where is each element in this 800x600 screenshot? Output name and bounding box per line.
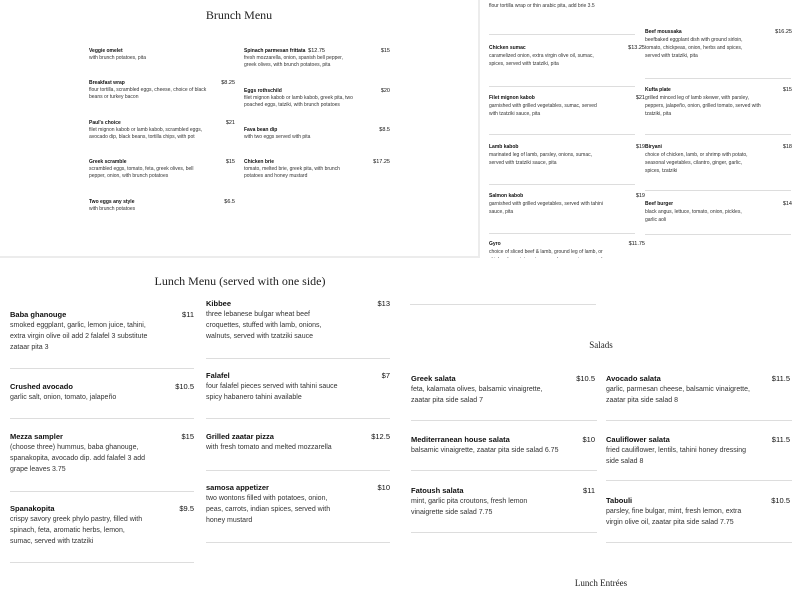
item-name: Greek scramble — [89, 159, 127, 165]
menu-item — [89, 80, 235, 101]
item-desc: filet mignon kabob or lamb kabob, scrambled eggs, avocado dip, black beans, tortilla chips, with pot — [89, 127, 203, 140]
item-name: Two eggs any style — [89, 199, 135, 205]
item-desc: black angus, lettuce, tomato, onion, pickles, garlic aoli — [645, 209, 742, 223]
item-desc: garnished with grilled vegetables, sumac, served with tzatziki sauce, pita — [489, 103, 597, 117]
item-name: Beef moussaka — [645, 29, 682, 35]
item-desc: with brunch potatoes — [89, 206, 136, 212]
item-name: Biryani — [645, 144, 662, 150]
item-price: $11.5 — [771, 374, 790, 383]
divider — [489, 34, 635, 35]
item-desc: flour tortilla, scrambled eggs, cheese, choice of black beans or turkey bacon — [89, 87, 207, 100]
item-price: $11 — [583, 486, 595, 495]
menu-item — [489, 44, 645, 68]
item-price: $10.5 — [175, 382, 194, 391]
item-name: Spanakopita — [10, 504, 55, 513]
item-desc: grilled minced leg of lamb skewer, with parsley, peppers, jalapeño, onion, grilled tomato, served with tzatziki, pita — [645, 95, 761, 117]
divider — [206, 470, 390, 471]
item-name: Spinach parmesan frittata — [244, 48, 306, 54]
lunch-menu-page — [0, 258, 800, 600]
divider — [411, 420, 597, 421]
entrees-title: Lunch Entrées — [574, 578, 628, 588]
item-name: Veggie omelet — [89, 48, 123, 54]
item-name: Baba ghanouge — [10, 310, 67, 319]
menu-item — [645, 28, 792, 60]
menu-item — [606, 434, 790, 467]
menu-item — [244, 88, 390, 109]
item-desc: parsley, fine bulgar, mint, fresh lemon, extra virgin olive oil, zaatar pita side salad 7.75 — [606, 508, 742, 526]
item-price: $16.25 — [775, 29, 792, 35]
item-desc: crispy savory greek phylo pastry, filled with spinach, feta, aromatic herbs, lemon, sumac, served with tzatziki — [10, 516, 143, 545]
item-desc: filet mignon kabob or lamb kabob, greek pita, two poached eggs, tatziki, with brunch potatoes — [244, 95, 353, 108]
divider — [645, 134, 791, 135]
item-name: Lamb kabob — [489, 144, 519, 150]
item-desc: smoked eggplant, garlic, lemon juice, tahini, extra virgin olive oil add 2 falafel 3 substitute zataar pita 3 — [10, 322, 148, 351]
item-name: Gyro — [489, 241, 501, 247]
item-price: $8.5 — [379, 127, 390, 133]
item-price: $14 — [782, 201, 792, 207]
item-price: $11.75 — [628, 241, 645, 247]
divider — [489, 184, 635, 185]
menu-item — [89, 120, 235, 141]
item-name: Beef burger — [645, 201, 674, 207]
brunch-title: Brunch Menu — [205, 8, 273, 22]
item-price: $13.25 — [628, 45, 645, 51]
menu-item — [489, 192, 645, 216]
item-price: $13 — [377, 299, 390, 308]
item-price: $7 — [381, 371, 390, 380]
item-desc: choice of chicken, lamb, or shrimp with potato, seasonal vegetables, cilantro, ginger, garlic, spices, tzatziki — [645, 152, 748, 174]
divider — [489, 134, 635, 135]
divider — [645, 78, 791, 79]
item-price: $8.25 — [221, 80, 235, 86]
item-desc: four falafel pieces served with tahini sauce spicy habanero tahini available — [206, 383, 338, 401]
item-price: $10 — [377, 483, 390, 492]
item-price: $15 — [782, 87, 792, 93]
divider — [206, 358, 390, 359]
item-name: Tabouli — [606, 496, 633, 505]
item-price: $10.5 — [576, 374, 595, 383]
divider — [10, 562, 194, 563]
lunch-title: Lunch Menu (served with one side) — [154, 274, 326, 288]
item-price: $19 — [635, 144, 645, 150]
item-price: $15 — [380, 48, 390, 54]
item-price: $18 — [782, 144, 792, 150]
item-price: $12.75 — [308, 48, 325, 54]
brunch-menu-page — [0, 0, 478, 256]
divider — [489, 233, 635, 234]
menu-item — [206, 298, 390, 342]
divider — [411, 532, 597, 533]
item-name: Avocado salata — [606, 374, 661, 383]
item-desc: fried cauliflower, lentils, tahini honey dressing side salad 8 — [606, 447, 747, 465]
menu-item — [489, 94, 645, 118]
item-name: Salmon kabob — [489, 193, 524, 199]
item-desc: beefbaked eggplant dish with ground sirloin, tomato, chickpeas, onion, herbs and spices, served with tzatziki, pita — [645, 37, 743, 59]
item-name: Falafel — [206, 371, 230, 380]
divider — [410, 304, 596, 305]
item-price: $11.5 — [771, 435, 790, 444]
item-price: $15 — [181, 432, 194, 441]
menu-item — [206, 431, 390, 453]
divider — [645, 234, 791, 235]
divider — [10, 491, 194, 492]
item-name: Grilled zaatar pizza — [206, 432, 274, 441]
menu-item — [10, 503, 194, 547]
item-name: samosa appetizer — [206, 483, 269, 492]
divider — [489, 86, 635, 87]
menu-item — [206, 370, 390, 403]
item-desc: three lebanese bulgar wheat beef croquettes, stuffed with lamb, onions, walnuts, served with tzatziki sauce — [206, 311, 322, 340]
menu-item — [645, 200, 792, 224]
menu-item — [606, 495, 790, 528]
menu-item — [606, 373, 790, 406]
divider — [606, 542, 792, 543]
item-name: Greek salata — [411, 374, 456, 383]
menu-item — [244, 127, 390, 141]
item-price: $20 — [380, 88, 390, 94]
divider — [206, 542, 390, 543]
item-name: Crushed avocado — [10, 382, 73, 391]
item-price: $10 — [582, 435, 595, 444]
menu-item — [10, 381, 194, 403]
item-price: $9.5 — [179, 504, 194, 513]
menu-item — [89, 199, 235, 213]
menu-item — [489, 143, 645, 167]
menu-item — [645, 143, 792, 175]
item-price: $6.5 — [224, 199, 235, 205]
item-name: Eggs rothschild — [244, 88, 282, 94]
item-desc: balsamic vinaigrette, zaatar pita side salad 6.75 — [411, 447, 559, 454]
item-price: $11 — [182, 310, 194, 319]
item-name: Filet mignon kabob — [489, 95, 535, 101]
item-name: Mezza sampler — [10, 432, 63, 441]
item-desc: caramelized onion, extra virgin olive oil, sumac, spices, served with tzatziki, pita — [489, 53, 594, 67]
item-name: Fatoush salata — [411, 486, 464, 495]
item-price: $21 — [225, 120, 235, 126]
item-desc: scrambled eggs, tomato, feta, greek olives, bell pepper, onion, with brunch potatoes — [89, 166, 194, 179]
divider — [206, 418, 390, 419]
divider — [10, 368, 194, 369]
menu-item — [244, 159, 390, 180]
item-name: Kibbee — [206, 299, 232, 308]
entree-menu-page — [480, 0, 800, 298]
divider — [606, 420, 792, 421]
menu-item — [10, 309, 194, 353]
divider — [606, 480, 792, 481]
item-price: $17.25 — [373, 159, 390, 165]
menu-item — [244, 48, 390, 69]
item-name: Kufta plate — [645, 87, 671, 93]
item-name: Fava bean dip — [244, 127, 278, 133]
item-price: $19 — [635, 193, 645, 199]
item-price: $10.5 — [771, 496, 790, 505]
item-name: Chicken sumac — [489, 45, 526, 51]
item-desc: tomato, melted brie, greek pita, with brunch potatoes and honey mustard — [244, 166, 340, 179]
item-name: Chicken brie — [244, 159, 275, 165]
item-desc-fragment: flour tortilla wrap or thin arabic pita, add brie 3.5 — [489, 3, 595, 9]
item-desc: with two eggs served with pita — [244, 134, 311, 140]
menu-item — [411, 434, 595, 456]
item-desc: mint, garlic pita croutons, fresh lemon vinaigrette side salad 7.75 — [411, 498, 528, 516]
menu-item — [411, 373, 595, 406]
item-name: Paul's choice — [89, 120, 121, 126]
item-desc: fresh mozzarella, onion, spanish bell pepper, greek olives, with brunch potatoes, pita — [244, 55, 343, 68]
divider — [411, 470, 597, 471]
item-price: $15 — [225, 159, 235, 165]
item-price: $12.5 — [371, 432, 390, 441]
item-desc: garlic salt, onion, tomato, jalapeño — [10, 394, 117, 401]
item-name: Breakfast wrap — [89, 80, 125, 86]
item-desc: (choose three) hummus, baba ghanouge, spanakopita, avocado dip. add falafel 3 add grape leaves 3.75 — [10, 444, 146, 473]
menu-item — [10, 431, 194, 475]
item-desc: garlic, parmesan cheese, balsamic vinaigrette, zaatar pita side salad 8 — [606, 386, 750, 404]
item-desc: garnished with grilled vegetables, served with tahini sauce, pita — [489, 201, 603, 215]
item-name: Cauliflower salata — [606, 435, 670, 444]
item-name: Mediterranean house salata — [411, 435, 510, 444]
item-desc: marinated leg of lamb, parsley, onions, sumac, served with tzatziki sauce, pita — [489, 152, 593, 166]
salads-title: Salads — [589, 340, 613, 350]
item-desc: feta, kalamata olives, balsamic vinaigrette, zaatar pita side salad 7 — [411, 386, 543, 404]
menu-item — [411, 485, 595, 518]
menu-item — [206, 482, 390, 526]
divider — [10, 418, 194, 419]
divider — [645, 190, 791, 191]
item-desc: choice of sliced beef & lamb, ground leg of lamb, or — [489, 249, 603, 255]
item-desc: with brunch potatoes, pita — [89, 55, 146, 61]
item-price: $21 — [635, 95, 645, 101]
menu-item — [645, 86, 792, 118]
menu-item — [89, 159, 235, 180]
item-desc: with fresh tomato and melted mozzarella — [206, 444, 332, 451]
item-desc: two wontons filled with potatoes, onion, peas, carrots, indian spices, served with honey mustard — [206, 495, 331, 524]
